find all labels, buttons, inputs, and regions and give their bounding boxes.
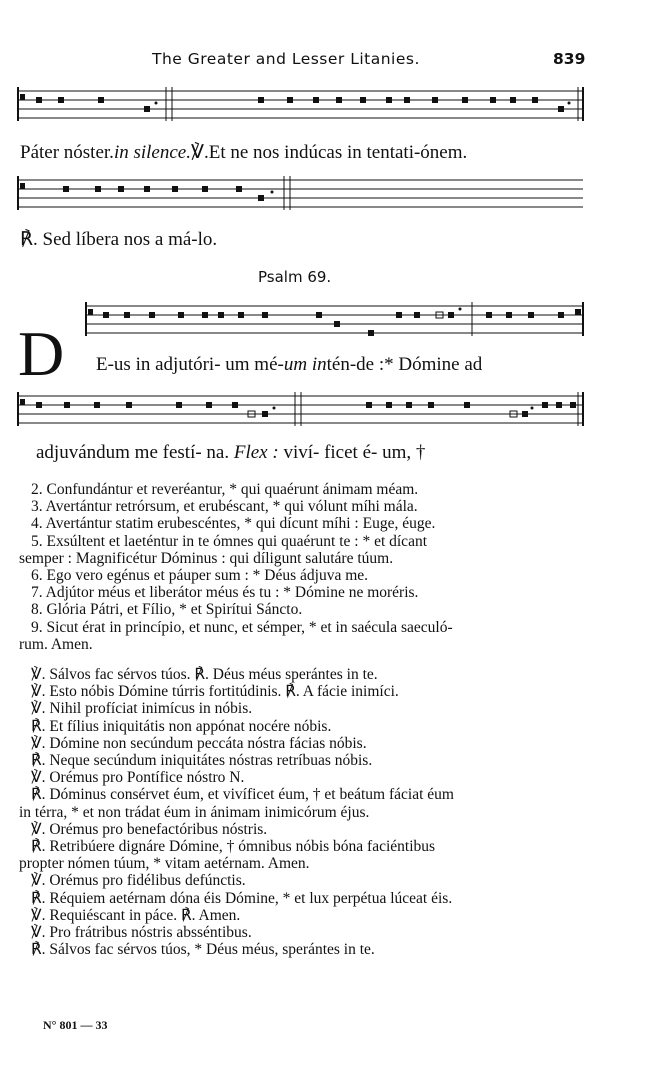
versicle-line: ℟. Et fílius iniquitátis non appónat nocére nóbis.: [31, 717, 332, 735]
psalm-line-1: [96, 354, 482, 376]
psalm-staff-1: [0, 300, 663, 360]
psalm-line-1-d: tén-de :* Dómine ad: [326, 354, 483, 375]
page-header: [0, 50, 663, 70]
versicle-line: ℣. Orémus pro Pontífice nóstro N.: [31, 769, 245, 787]
psalm-line-1-c: in: [311, 354, 327, 375]
verse-line: rum. Amen.: [19, 635, 93, 653]
psalm-line-1-a: E-us in adjutóri- um mé-: [96, 354, 284, 375]
versicle-line: ℣. Orémus pro fidélibus defúnctis.: [31, 872, 246, 890]
running-title: The Greater and Lesser Litanies.: [152, 50, 420, 68]
verse-line: semper : Magnificétur Dóminus : qui díligunt salutáre túum.: [19, 549, 394, 567]
verse-line: 8. Glória Pátri, et Fílio, * et Spirítui Sáncto.: [31, 601, 303, 619]
psalm-line-2-c: viví- ficet é- um, †: [283, 442, 426, 463]
verse-line: 3. Avertántur retrórsum, et erubéscant, * qui vólunt míhi mála.: [31, 498, 418, 516]
versicle-line: ℣. Pro frátribus nóstris absséntibus.: [31, 924, 252, 942]
verse-line: 7. Adjútor méus et liberátor méus és tu : * Dómine ne moréris.: [31, 584, 419, 602]
psalm-line-2-a: adjuvándum me festí- na.: [36, 442, 230, 463]
signature-mark: N° 801 — 33: [43, 1018, 108, 1032]
verse-line: 9. Sicut érat in princípio, et nunc, et sémper, * et in saécula saeculó-: [31, 618, 453, 636]
versicle-line: propter nómen túum, * vitam aetérnam. Amen.: [19, 855, 310, 873]
versicle-line: ℟. Neque secúndum iniquitátes nóstras retríbuas nóbis.: [31, 752, 373, 770]
drop-capital: D: [18, 318, 65, 389]
versicle-line: ℣. Sálvos fac sérvos túos. ℟. Déus méus sperántes in te.: [31, 666, 378, 684]
verse-line: 2. Confundántur et reveréantur, * qui quaérunt ánimam méam.: [31, 481, 419, 498]
chant-1-rubric: in silence.: [113, 142, 191, 163]
versicle-line: ℣. Esto nóbis Dómine túrris fortitúdinis. ℟. A fácie inimíci.: [31, 683, 399, 701]
versicle-line: ℣. Dómine non secúndum peccáta nóstra fácias nóbis.: [31, 734, 367, 752]
psalm-staff-2: [0, 390, 663, 450]
verse-line: 4. Avertántur statim erubescéntes, * qui dícunt míhi : Euge, éuge.: [31, 515, 436, 533]
versicle-line: in térra, * et non trádat éum in ánimam inimicórum éjus.: [19, 803, 370, 821]
versicle-line: ℟. Réquiem aetérnam dóna éis Dómine, * et lux perpétua lúceat éis.: [31, 889, 453, 907]
versicle-line: ℟. Sálvos fac sérvos túos, * Déus méus, sperántes in te.: [31, 941, 375, 959]
verse-line: 5. Exsúltent et laeténtur in te ómnes qui quaérunt te : * et dícant: [31, 532, 427, 550]
versicle-line: ℣. Nihil profíciat inimícus in nóbis.: [31, 700, 253, 718]
chant-2-lyric: ℟. Sed líbera nos a má-lo.: [20, 229, 218, 250]
verse-line: 6. Ego vero egénus et páuper sum : * Déus ádjuva me.: [31, 567, 369, 585]
psalm-line-1-b: um: [283, 354, 308, 375]
chant-1-lyric-a: Páter nóster.: [20, 142, 114, 163]
page-number: 839: [553, 50, 586, 68]
spacer: [19, 653, 585, 666]
chant-1-lyric: [20, 141, 467, 164]
psalm-line-2: [36, 442, 425, 464]
versicle-line: ℣. Orémus pro benefactóribus nóstris.: [31, 820, 268, 838]
versicle-line: ℟. Dóminus consérvet éum, et vivíficet éum, † et beátum fáciat éum: [31, 786, 454, 804]
psalm-verses: [19, 481, 585, 958]
psalm-title: Psalm 69.: [258, 268, 332, 286]
chant-1-lyric-b: ℣.Et ne nos indúcas in tentati-ónem.: [190, 142, 468, 163]
versicle-line: ℟. Retribúere dignáre Dómine, † ómnibus nóbis bóna faciéntibus: [31, 838, 436, 856]
versicle-line: ℣. Requiéscant in páce. ℟. Amen.: [31, 906, 241, 924]
psalm-line-2-b: Flex :: [233, 442, 279, 463]
chant-staff-2: [0, 174, 663, 234]
